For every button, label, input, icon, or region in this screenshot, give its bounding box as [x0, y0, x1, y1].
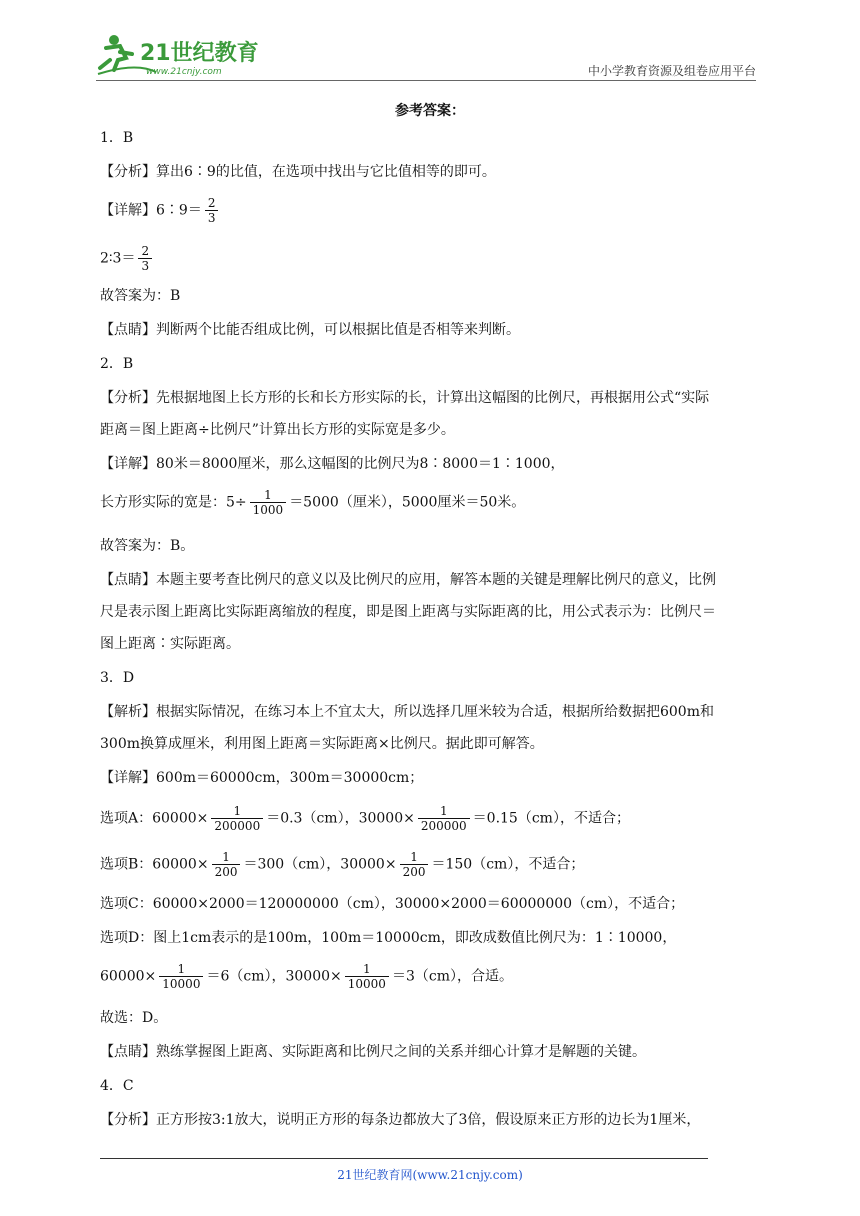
footer-divider	[100, 1158, 708, 1159]
fraction: $\frac{1}{10000}$	[345, 962, 389, 991]
svg-text:www.21cnjy.com: www.21cnjy.com	[146, 67, 222, 77]
platform-name: 中小学教育资源及组卷应用平台	[587, 64, 756, 78]
q3-option-b: 选项B：60000× $\frac{1}{200}$ ＝300（cm），30000× $\frac{1}{200}$ ＝150（cm），不适合；	[100, 850, 585, 879]
q3-analysis-2: 300m换算成厘米，利用图上距离＝实际距离×比例尺。据此即可解答。	[100, 736, 544, 752]
fraction: $\frac{1}{200}$	[212, 850, 241, 879]
q3-analysis-1: 【解析】根据实际情况，在练习本上不宜太大，所以选择几厘米较为合适，根据所给数据把600m和	[100, 704, 714, 720]
q2-detail: 【详解】80米＝8000厘米，那么这幅图的比例尺为8∶8000＝1∶1000，	[100, 456, 565, 472]
fraction: $\frac{2}{3}$	[205, 196, 219, 225]
q4-analysis: 【分析】正方形按3:1放大，说明正方形的每条边都放大了3倍，假设原来正方形的边长为1厘米，	[100, 1112, 701, 1128]
q2-comment-3: 图上距离∶实际距离。	[100, 636, 240, 652]
fraction: $\frac{2}{3}$	[138, 244, 152, 273]
site-logo	[96, 32, 266, 78]
q3-option-c: 选项C：60000×2000＝120000000（cm），30000×2000＝60000000（cm），不适合；	[100, 896, 685, 912]
page-title: 参考答案：	[395, 103, 465, 119]
q2-answer: 故答案为：B。	[100, 538, 195, 554]
q3-number: 3．D	[100, 670, 135, 686]
q2-comment-2: 尺是表示图上距离比实际距离缩放的程度，即是图上距离与实际距离的比，用公式表示为：比例尺＝	[100, 604, 716, 620]
footer-link[interactable]: 21世纪教育网(www.21cnjy.com)	[337, 1168, 523, 1182]
q1-number: 1．B	[100, 130, 134, 146]
q1-answer: 故答案为：B	[100, 288, 181, 304]
fraction: $\frac{1}{200000}$	[418, 804, 470, 833]
fraction: $\frac{1}{1000}$	[250, 488, 287, 517]
q4-number: 4．C	[100, 1078, 134, 1094]
q1-comment: 【点睛】判断两个比能否组成比例，可以根据比值是否相等来判断。	[100, 322, 520, 338]
q3-option-d-calc: 60000× $\frac{1}{10000}$ ＝6（cm），30000× $\frac{1}{10000}$ ＝3（cm），合适。	[100, 962, 513, 991]
header-divider	[96, 80, 756, 81]
q3-answer: 故选：D。	[100, 1010, 168, 1026]
q2-analysis-1: 【分析】先根据地图上长方形的长和长方形实际的长，计算出这幅图的比例尺，再根据用公式“实际	[100, 390, 710, 406]
q1-analysis: 【分析】算出6∶9的比值，在选项中找出与它比值相等的即可。	[100, 164, 496, 180]
q1-detail-2: 2∶3＝ $\frac{2}{3}$	[100, 244, 155, 273]
fraction: $\frac{1}{200000}$	[211, 804, 263, 833]
q2-comment-1: 【点睛】本题主要考查比例尺的意义以及比例尺的应用，解答本题的关键是理解比例尺的意义，比例	[100, 572, 716, 588]
q3-detail: 【详解】600m＝60000cm，300m＝30000cm；	[100, 770, 424, 786]
q2-number: 2．B	[100, 356, 134, 372]
fraction: $\frac{1}{10000}$	[159, 962, 203, 991]
q3-option-d: 选项D：图上1cm表示的是100m，100m＝10000cm，即改成数值比例尺为：1∶10000，	[100, 930, 677, 946]
svg-text:21世纪教育: 21世纪教育	[140, 41, 259, 66]
q2-width-calc: 长方形实际的宽是：5÷ $\frac{1}{1000}$ ＝5000（厘米），5000厘米＝50米。	[100, 488, 526, 517]
q1-detail: 【详解】6∶9＝ $\frac{2}{3}$	[100, 196, 221, 225]
fraction: $\frac{1}{200}$	[400, 850, 429, 879]
q3-option-a: 选项A：60000× $\frac{1}{200000}$ ＝0.3（cm），30000× $\frac{1}{200000}$ ＝0.15（cm），不适合；	[100, 804, 630, 833]
q2-analysis-2: 距离＝图上距离÷比例尺”计算出长方形的实际宽是多少。	[100, 422, 455, 438]
q3-comment: 【点睛】熟练掌握图上距离、实际距离和比例尺之间的关系并细心计算才是解题的关键。	[100, 1044, 646, 1060]
page-header	[96, 28, 756, 80]
